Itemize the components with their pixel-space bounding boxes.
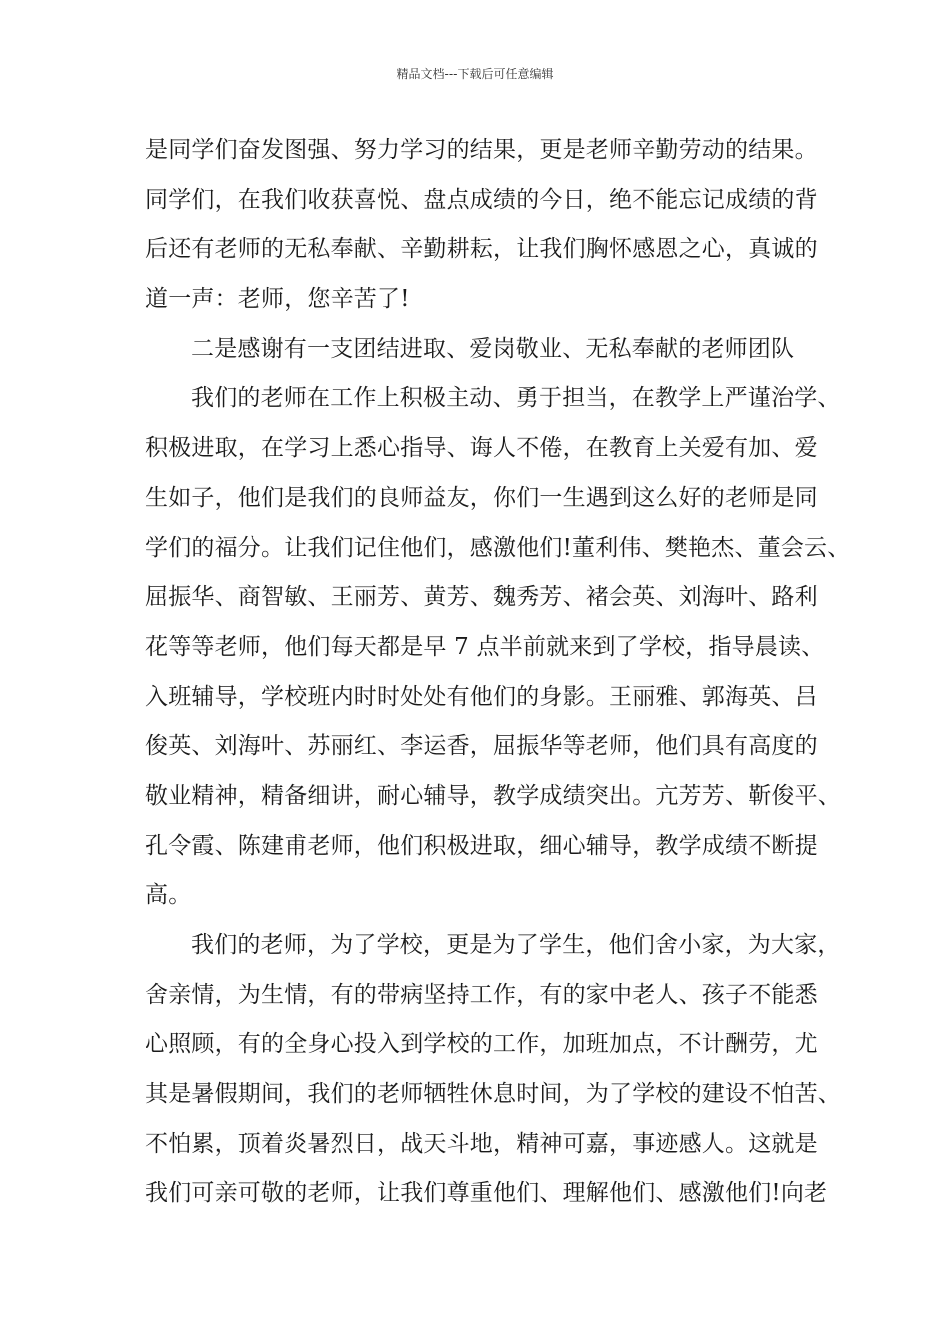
text-line: 花等等老师，他们每天都是早 7 点半前就来到了学校，指导晨读、	[145, 633, 825, 660]
text-line: 我们可亲可敬的老师，让我们尊重他们、理解他们、感激他们!向老	[145, 1180, 828, 1207]
page-header: 精品文档---下载后可任意编辑	[396, 67, 554, 81]
text-line: 入班辅导，学校班内时时处处有他们的身影。王丽雅、郭海英、吕	[145, 683, 818, 710]
text-line: 屈振华、商智敏、王丽芳、黄芳、魏秀芳、褚会英、刘海叶、路利	[145, 584, 818, 611]
text-line: 是同学们奋发图强、努力学习的结果，更是老师辛勤劳动的结果。	[145, 137, 818, 163]
text-line: 心照顾，有的全身心投入到学校的工作，加班加点，不计酬劳，尤	[145, 1031, 818, 1058]
text-line: 高。	[145, 882, 192, 909]
text-line: 敬业精神，精备细讲，耐心辅导，教学成绩突出。亢芳芳、靳俊平、	[145, 782, 841, 809]
text-line: 二是感谢有一支团结进取、爱岗敬业、无私奉献的老师团队	[191, 335, 795, 362]
text-line: 舍亲情，为生情，有的带病坚持工作，有的家中老人、孩子不能悉	[145, 981, 818, 1008]
text-line: 不怕累，顶着炎暑烈日，战天斗地，精神可嘉，事迹感人。这就是	[145, 1130, 818, 1157]
text-line: 俊英、刘海叶、苏丽红、李运香，屈振华等老师，他们具有高度的	[145, 733, 818, 760]
text-line: 道一声：老师，您辛苦了!	[145, 286, 410, 313]
text-line: 学们的福分。让我们记住他们，感激他们!董利伟、樊艳杰、董会云、	[145, 534, 851, 561]
text-line: 其是暑假期间，我们的老师牺牲休息时间，为了学校的建设不怕苦、	[145, 1081, 841, 1108]
text-line: 孔令霞、陈建甫老师，他们积极进取，细心辅导，教学成绩不断提	[145, 832, 818, 859]
text-line: 我们的老师在工作上积极主动、勇于担当，在教学上严谨治学、	[191, 385, 841, 412]
text-line: 后还有老师的无私奉献、辛勤耕耘，让我们胸怀感恩之心，真诚的	[145, 236, 818, 263]
text-line: 积极进取，在学习上悉心指导、诲人不倦，在教育上关爱有加、爱	[145, 435, 818, 462]
document-body	[145, 126, 851, 1219]
text-line: 生如子，他们是我们的良师益友，你们一生遇到这么好的老师是同	[145, 484, 818, 511]
text-line: 我们的老师，为了学校，更是为了学生，他们舍小家，为大家，	[191, 932, 841, 958]
text-line: 同学们，在我们收获喜悦、盘点成绩的今日，绝不能忘记成绩的背	[145, 186, 818, 213]
